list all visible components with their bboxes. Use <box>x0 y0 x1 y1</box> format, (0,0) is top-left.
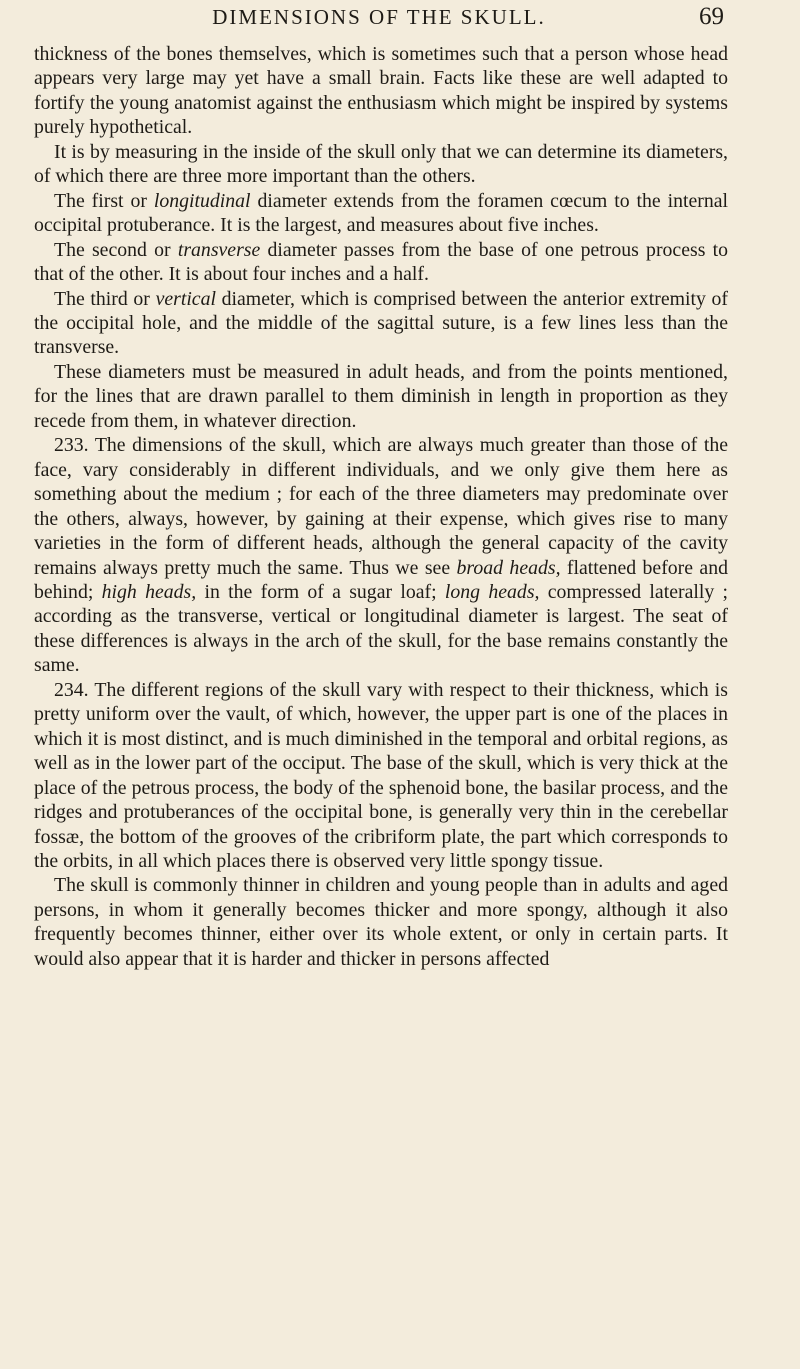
text-span: 233. The dimensions of the skull, which are always much greater than those of the face, vary considerably in different individuals, and we only give them here as something about the medium ; for each of the three diameters may predominate over the others, always, however, by gaining at their expense, which gives rise to many varieties in the form of different heads, although the general capacity of the cavity remains always pretty much the same. Thus we see <box>34 434 728 579</box>
paragraph-section-234: 234. The different regions of the skull vary with respect to their thickness, which is pretty uniform over the vault, of which, however, the upper part is one of the places in which it is most distinct, and is much diminished in the temporal and orbital regions, as well as in the lower part of the occiput. The base of the skull, which is very thick at the place of the petrous process, the body of the sphenoid bone, the basilar process, and the ridges and protuberances of the occipital bone, is generally very thin in the cerebellar fossæ, the bottom of the grooves of the cribriform plate, the part which corresponds to the orbits, in all which places there is observed very little spongy tissue. <box>34 678 728 872</box>
italic-term-longitudinal: longitudinal <box>153 189 251 212</box>
paragraph-longitudinal-diameter <box>34 189 728 238</box>
italic-term-high-heads: high heads, <box>101 580 197 603</box>
paragraph-skull-thickness-age: The skull is commonly thinner in children and young people than in adults and aged persons, in whom it generally becomes thicker and more spongy, although it also frequently becomes thinner, either over its whole extent, or only in certain parts. It would also appear that it is harder and thicker in persons affected <box>34 874 728 970</box>
text-span: flattened before and behind; <box>34 556 728 603</box>
paragraph-measuring: It is by measuring in the inside of the skull only that we can determine its diameters, of which there are three more important than the others. <box>34 140 728 188</box>
body-text <box>34 42 728 971</box>
text-span: The third or <box>54 287 156 310</box>
paragraph-continuation: thickness of the bones themselves, which is sometimes such that a person whose head appears very large may yet have a small brain. Facts like these are well adapted to fortify the young anatomist against the enthusiasm which might be inspired by systems purely hypothetical. <box>34 43 728 139</box>
text-span: diameter passes from the base of one petrous process to that of the other. It is about four inches and a half. <box>34 238 728 286</box>
running-header <box>34 2 724 32</box>
paragraph-section-233 <box>34 433 728 678</box>
italic-term-vertical: vertical <box>155 287 216 310</box>
text-span: in the form of a sugar loaf; <box>196 580 445 603</box>
paragraph-vertical-diameter <box>34 287 728 360</box>
paragraph-adult-heads: These diameters must be measured in adult heads, and from the points mentioned, for the lines that are drawn parallel to them diminish in length in proportion as they recede from them, in whatever direction. <box>34 360 728 432</box>
text-span: diameter extends from the foramen cœcum to the internal occipital protuberance. It is the largest, and measures about five inches. <box>34 189 728 237</box>
text-span: diameter, which is comprised between the anterior extremity of the occipital hole, and the middle of the sagittal suture, is a few lines less than the transverse. <box>34 287 728 359</box>
text-span: The first or <box>54 189 154 212</box>
italic-term-long-heads: long heads, <box>444 580 540 603</box>
italic-term-transverse: transverse <box>177 238 261 261</box>
paragraph-transverse-diameter <box>34 238 728 287</box>
page-number: 69 <box>699 3 724 30</box>
text-span: compressed laterally ; according as the transverse, vertical or longitudinal diameter is largest. The seat of these differences is always in the arch of the skull, for the base remains constantly the same. <box>34 580 729 677</box>
italic-term-broad-heads: broad heads, <box>456 556 561 579</box>
running-title: DIMENSIONS OF THE SKULL. <box>212 5 546 29</box>
text-span: The second or <box>54 238 178 261</box>
